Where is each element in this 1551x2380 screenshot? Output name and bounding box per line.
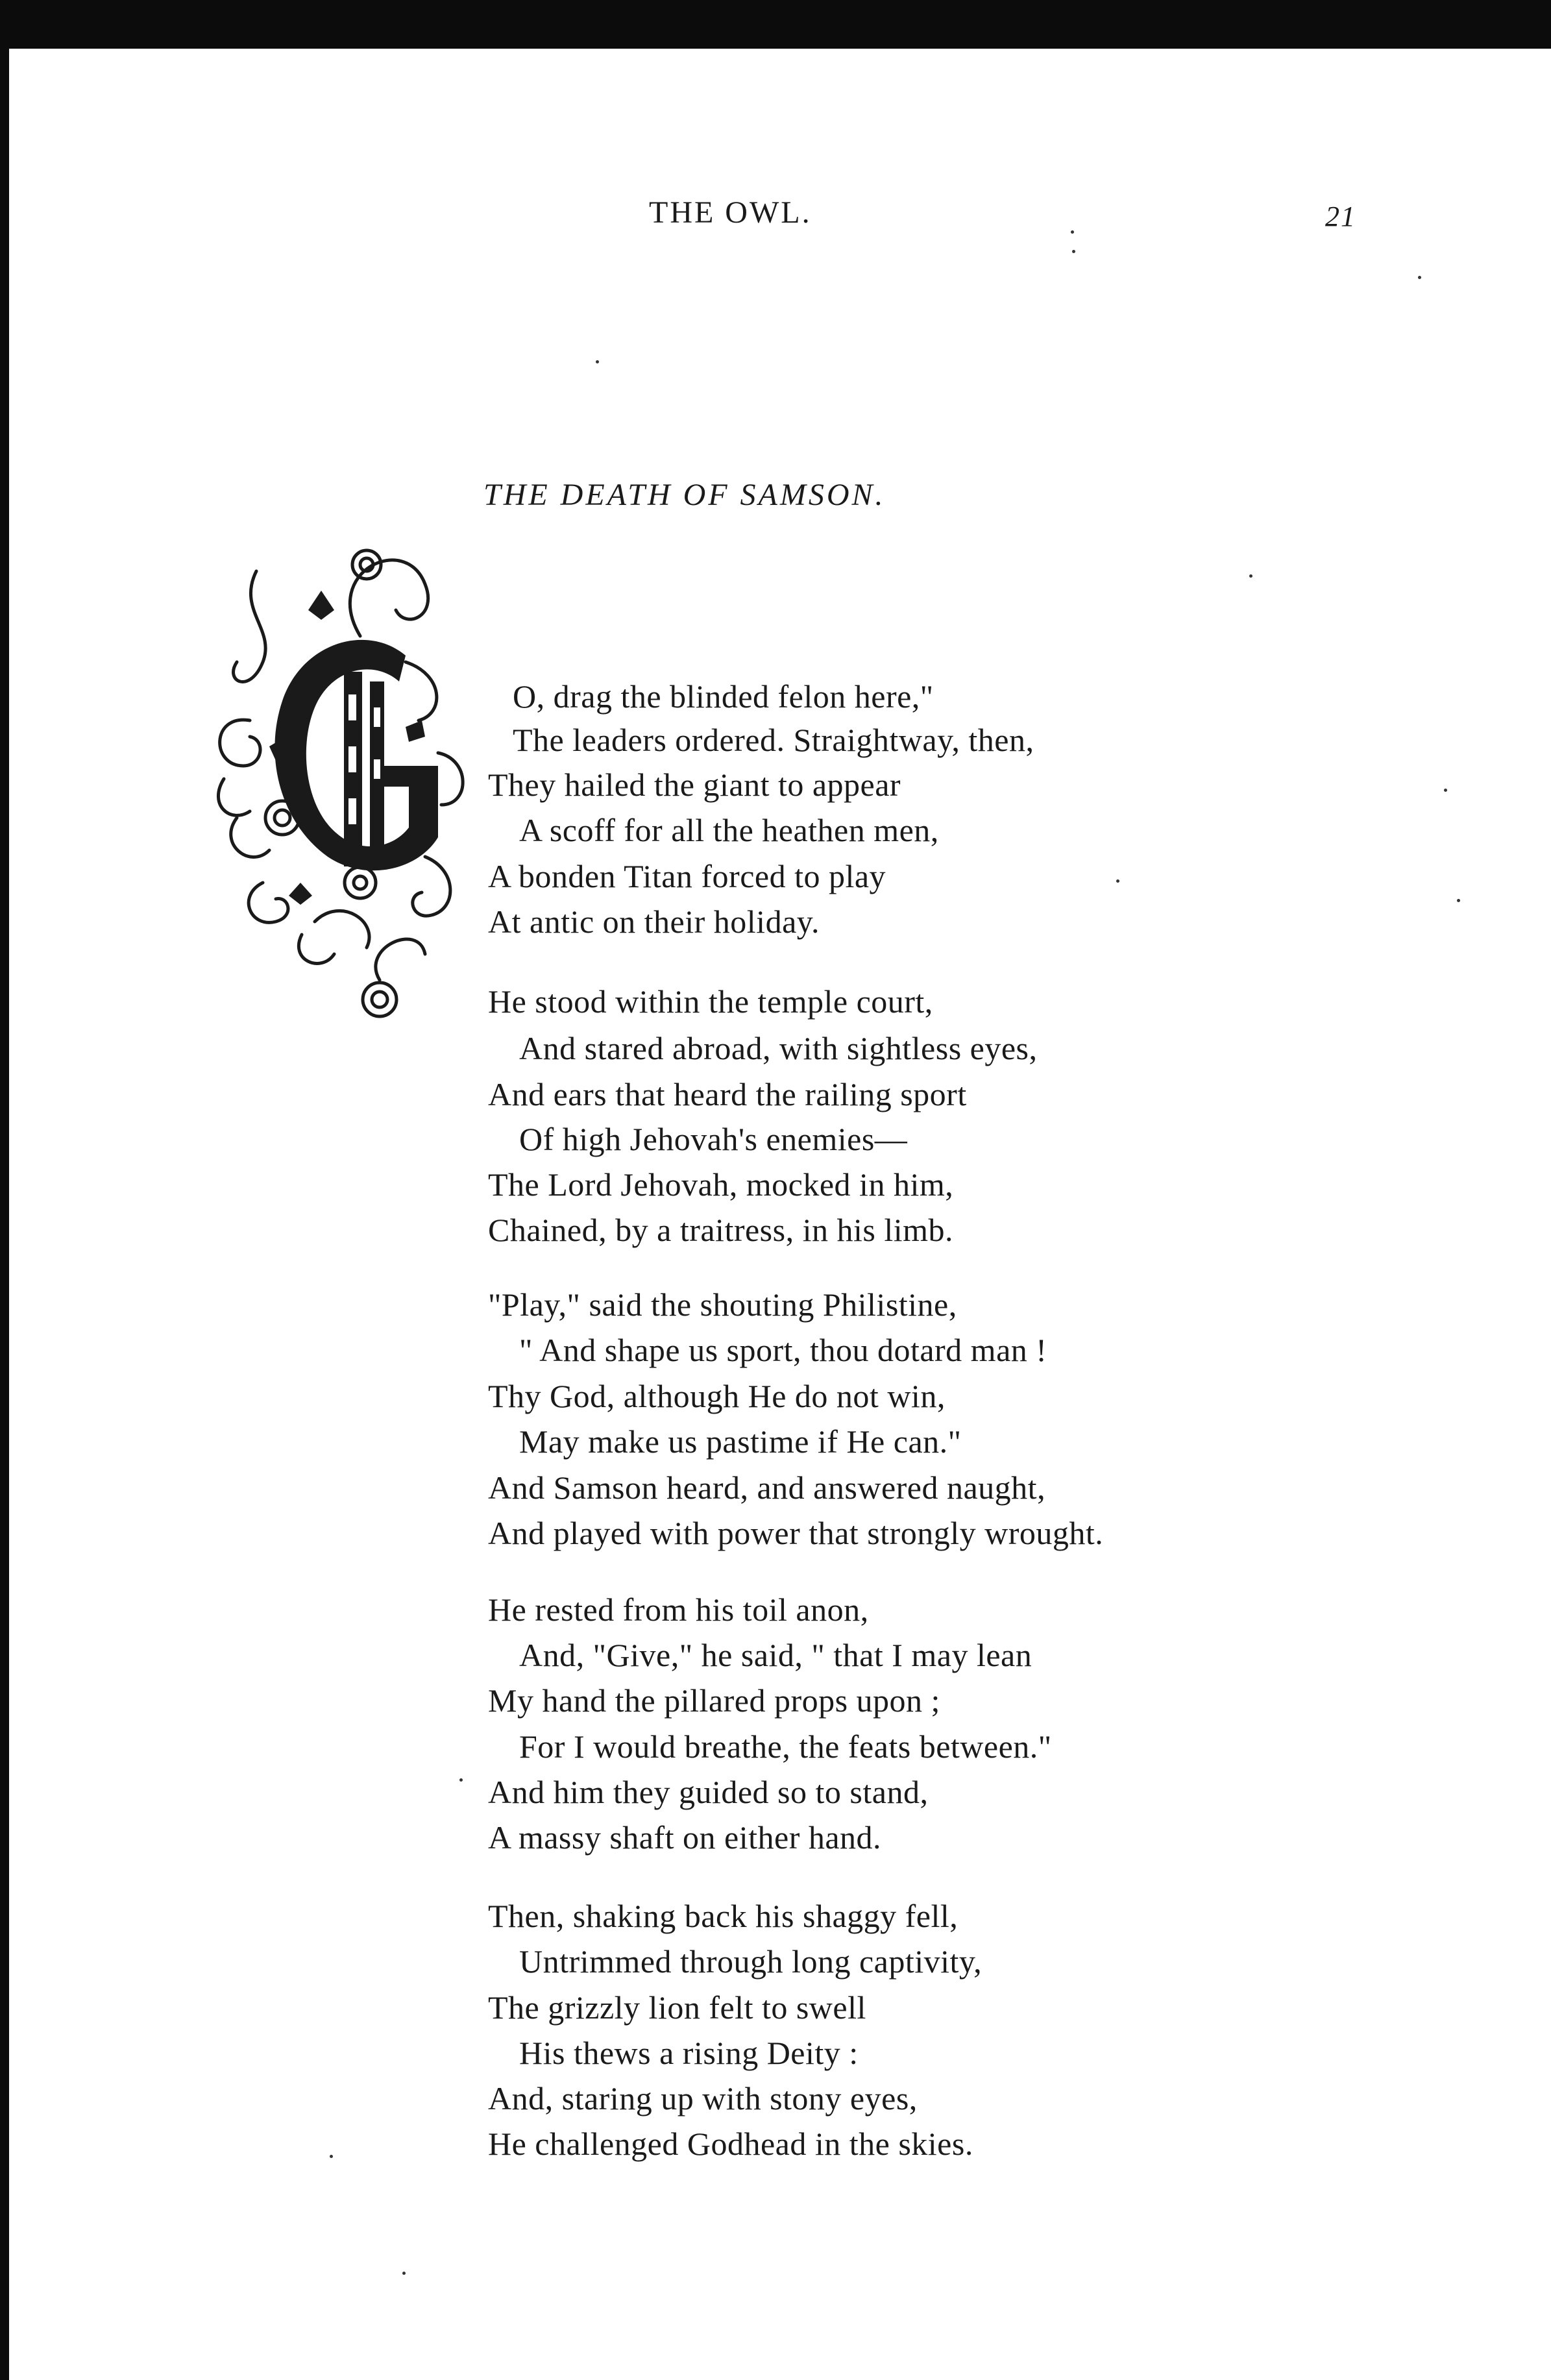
ornamental-drop-cap-G — [211, 532, 483, 1019]
poem-line: He stood within the temple court, — [488, 983, 933, 1020]
poem-line: And Samson heard, and answered naught, — [488, 1469, 1046, 1506]
scan-speck — [1444, 789, 1447, 792]
poem-line: He rested from his toil anon, — [488, 1591, 869, 1628]
poem-line: My hand the pillared props upon ; — [488, 1682, 940, 1719]
scan-speck — [1457, 899, 1460, 902]
poem-line: He challenged Godhead in the skies. — [488, 2126, 973, 2162]
poem-line: "Play," said the shouting Philistine, — [488, 1286, 957, 1323]
scan-speck — [1249, 574, 1252, 578]
poem-line: O, drag the blinded felon here," — [513, 678, 934, 715]
poem-line: And stared abroad, with sightless eyes, — [519, 1030, 1038, 1066]
scan-speck — [459, 1778, 463, 1782]
scan-speck — [330, 2155, 333, 2158]
poem-line: And, "Give," he said, " that I may lean — [519, 1637, 1032, 1673]
poem-line: And, staring up with stony eyes, — [488, 2080, 918, 2116]
scan-speck — [402, 2272, 406, 2275]
poem-line: " And shape us sport, thou dotard man ! — [519, 1332, 1047, 1368]
poem-line: Untrimmed through long captivity, — [519, 1943, 983, 1980]
poem-line: Then, shaking back his shaggy fell, — [488, 1898, 959, 1934]
poem-line: And ears that heard the railing sport — [488, 1076, 967, 1112]
poem-line: For I would breathe, the feats between." — [519, 1728, 1052, 1765]
scan-speck — [1071, 230, 1074, 234]
poem-line: The grizzly lion felt to swell — [488, 1989, 866, 2026]
poem-line: And him they guided so to stand, — [488, 1774, 929, 1810]
poem-line: A massy shaft on either hand. — [488, 1819, 882, 1856]
poem-line: May make us pastime if He can." — [519, 1423, 962, 1460]
poem-line: At antic on their holiday. — [488, 903, 820, 940]
scan-speck — [596, 360, 599, 363]
page-number: 21 — [1325, 201, 1356, 232]
poem-line: His thews a rising Deity : — [519, 2035, 859, 2071]
page-left-border — [0, 0, 9, 2380]
poem-line: Chained, by a traitress, in his limb. — [488, 1212, 954, 1248]
poem-line: The Lord Jehovah, mocked in him, — [488, 1166, 954, 1203]
scan-speck — [1418, 276, 1421, 279]
poem-line: And played with power that strongly wrought. — [488, 1515, 1104, 1551]
poem-line: A scoff for all the heathen men, — [519, 812, 939, 848]
running-title: THE OWL. — [649, 195, 812, 230]
poem-line: A bonden Titan forced to play — [488, 858, 886, 894]
poem-title: THE DEATH OF SAMSON. — [483, 478, 886, 512]
scan-speck — [1072, 250, 1075, 253]
poem-line: Thy God, although He do not win, — [488, 1378, 946, 1414]
scan-speck — [1116, 879, 1119, 883]
poem-line: They hailed the giant to appear — [488, 767, 901, 803]
page-top-border — [0, 0, 1551, 49]
poem-line: The leaders ordered. Straightway, then, — [513, 722, 1034, 758]
poem-line: Of high Jehovah's enemies— — [519, 1121, 908, 1157]
